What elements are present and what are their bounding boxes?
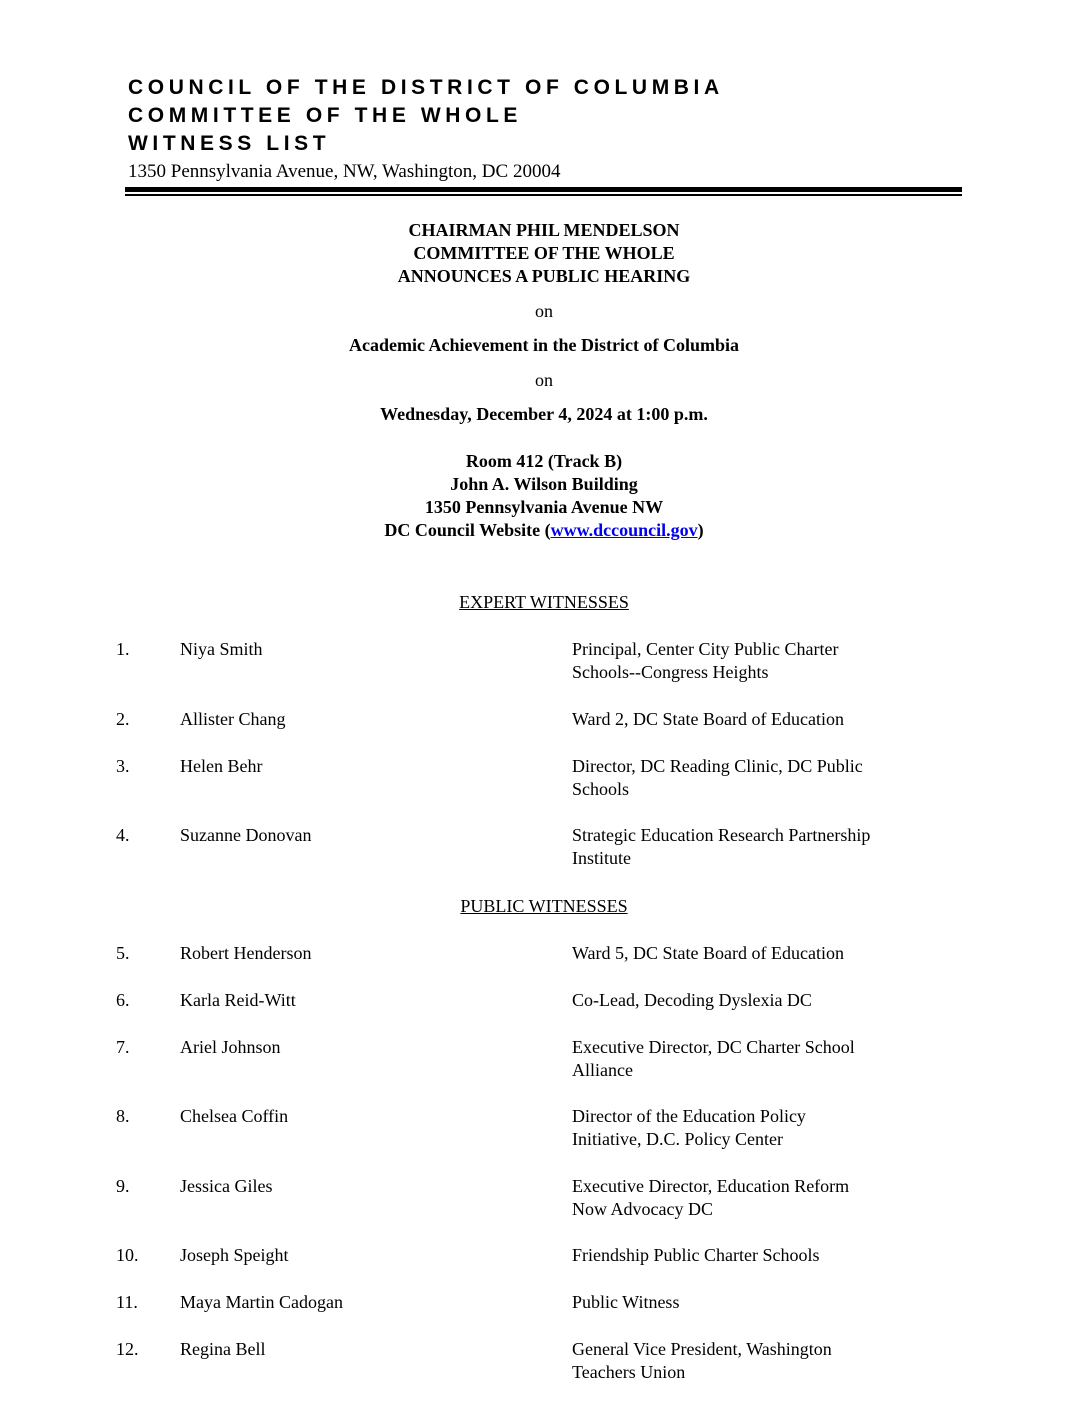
witness-affiliation: General Vice President, Washington Teachers Union	[572, 1339, 832, 1382]
on-connector-2: on	[535, 370, 553, 390]
witness-number: 2.	[116, 709, 130, 729]
council-address: 1350 Pennsylvania Avenue, NW, Washington, DC 20004	[128, 161, 561, 182]
hearing-topic: Academic Achievement in the District of Columbia	[349, 335, 739, 355]
witness-name: Ariel Johnson	[180, 1037, 281, 1057]
witness-affiliation: Executive Director, Education Reform Now Advocacy DC	[572, 1176, 850, 1219]
announces-line: ANNOUNCES A PUBLIC HEARING	[397, 266, 691, 286]
header-rule-thick	[125, 187, 962, 192]
witness-name: Chelsea Coffin	[180, 1106, 289, 1126]
witness-affiliation: Director, DC Reading Clinic, DC Public Schools	[572, 756, 863, 799]
expert-witnesses-heading: EXPERT WITNESSES	[459, 592, 629, 612]
on-connector-1: on	[535, 301, 553, 321]
website-suffix: )	[697, 520, 704, 540]
witness-name: Suzanne Donovan	[180, 825, 312, 845]
hearing-street: 1350 Pennsylvania Avenue NW	[424, 497, 664, 517]
website-link[interactable]: www.dccouncil.gov	[550, 520, 698, 540]
committee-name: COMMITTEE OF THE WHOLE	[128, 104, 523, 127]
witness-affiliation: Co-Lead, Decoding Dyslexia DC	[572, 990, 812, 1010]
witness-name: Niya Smith	[180, 639, 263, 659]
witness-name: Helen Behr	[180, 756, 263, 776]
council-name: COUNCIL OF THE DISTRICT OF COLUMBIA	[128, 76, 724, 99]
witness-number: 11.	[116, 1292, 138, 1312]
witness-name: Jessica Giles	[180, 1176, 273, 1196]
chairman-line: CHAIRMAN PHIL MENDELSON	[408, 220, 680, 240]
website-prefix: DC Council Website (	[384, 520, 551, 540]
hearing-building: John A. Wilson Building	[450, 474, 638, 494]
witness-name: Maya Martin Cadogan	[180, 1292, 343, 1312]
witness-affiliation: Ward 2, DC State Board of Education	[572, 709, 844, 729]
witness-affiliation: Friendship Public Charter Schools	[572, 1245, 820, 1265]
witness-number: 12.	[116, 1339, 139, 1359]
witness-affiliation: Public Witness	[572, 1292, 680, 1312]
witness-number: 5.	[116, 943, 130, 963]
witness-number: 7.	[116, 1037, 130, 1057]
witness-number: 8.	[116, 1106, 130, 1126]
hearing-datetime: Wednesday, December 4, 2024 at 1:00 p.m.	[380, 404, 708, 424]
witness-number: 6.	[116, 990, 130, 1010]
witness-name: Robert Henderson	[180, 943, 312, 963]
witness-affiliation: Principal, Center City Public Charter Schools--Congress Heights	[572, 639, 839, 682]
witness-name: Joseph Speight	[180, 1245, 289, 1265]
website-line	[0, 519, 1088, 542]
witness-number: 3.	[116, 756, 130, 776]
witness-affiliation: Strategic Education Research Partnership Institute	[572, 825, 871, 868]
witness-affiliation: Executive Director, DC Charter School Alliance	[572, 1037, 855, 1080]
witness-number: 4.	[116, 825, 130, 845]
witness-affiliation: Director of the Education Policy Initiative, D.C. Policy Center	[572, 1106, 806, 1149]
witness-number: 9.	[116, 1176, 130, 1196]
header-rule-thin	[125, 194, 962, 196]
witness-name: Allister Chang	[180, 709, 286, 729]
witness-affiliation: Ward 5, DC State Board of Education	[572, 943, 844, 963]
letterhead	[128, 74, 724, 184]
witness-number: 1.	[116, 639, 130, 659]
hearing-room: Room 412 (Track B)	[465, 451, 623, 471]
witness-name: Karla Reid-Witt	[180, 990, 296, 1010]
public-witnesses-heading: PUBLIC WITNESSES	[460, 896, 628, 916]
witness-number: 10.	[116, 1245, 139, 1265]
committee-line: COMMITTEE OF THE WHOLE	[413, 243, 675, 263]
witness-name: Regina Bell	[180, 1339, 266, 1359]
document-type: WITNESS LIST	[128, 132, 331, 155]
